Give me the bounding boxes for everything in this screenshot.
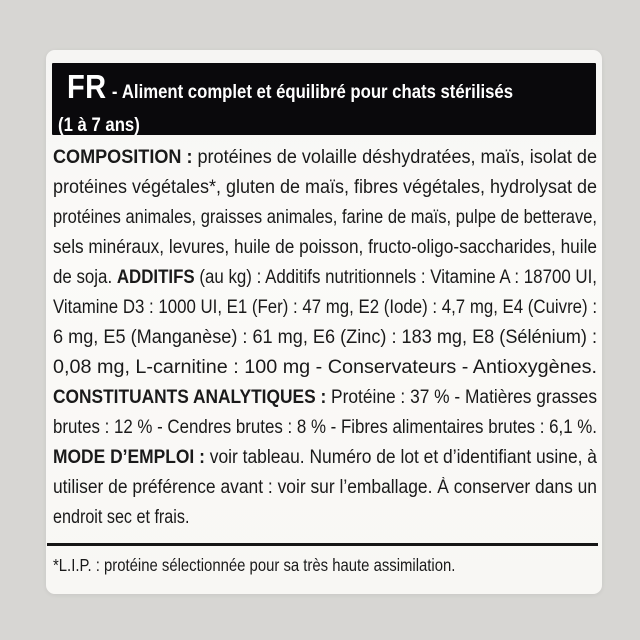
banner-line-1 [58,68,588,113]
text-line [53,203,597,233]
line-segment: protéines de volaille déshydratées, maïs, isolat de [197,147,597,168]
banner-line-2-text [58,113,140,135]
language-code: FR [67,68,107,105]
text-line [53,353,597,383]
text-line [53,383,597,413]
age-range: (1 à 7 ans) [58,115,140,135]
line-segment: utiliser de préférence avant : voir sur l’emballage. À conserver dans un [53,477,597,498]
language-banner [52,63,596,135]
text-line [53,413,597,443]
product-label [46,50,602,594]
text-line [53,173,597,203]
line-segment: Protéine : 37 % - Matières grasses [326,387,597,408]
text-line [53,551,455,580]
text-line [53,293,597,323]
text-line [53,233,597,263]
line-segment: 0,08 mg, L-carnitine : 100 mg - Conservateurs - Antioxygènes. [53,357,597,378]
section-heading: MODE D’EMPLOI : [53,447,205,468]
text-line [53,503,189,533]
line-segment: (au kg) : Additifs nutritionnels : Vitamine A : 18700 UI, [194,267,597,288]
line-segment: endroit sec et frais. [53,507,190,528]
line-segment: *L.I.P. : protéine sélectionnée pour sa très haute assimilation. [53,555,456,575]
lip-footnote [53,551,597,580]
ingredients-text [53,143,597,533]
section-divider [47,543,598,546]
line-segment: de soja. [53,267,117,288]
line-segment: 6 mg, E5 (Manganèse) : 61 mg, E6 (Zinc) : 183 mg, E8 (Sélénium) : [53,327,597,348]
language-separator: - [111,82,118,103]
banner-line-1-text [67,68,513,113]
text-line [53,263,597,293]
text-line [53,143,597,173]
text-line [53,473,597,503]
line-segment: sels minéraux, levures, huile de poisson, fructo-oligo-saccharides, huile [53,237,597,258]
line-segment: protéines animales, graisses animales, farine de maïs, pulpe de betterave, [53,207,597,228]
line-segment: Vitamine D3 : 1000 UI, E1 (Fer) : 47 mg, E2 (Iode) : 4,7 mg, E4 (Cuivre) : [53,297,597,318]
line-segment: voir tableau. Numéro de lot et d’identifiant usine, à [204,447,597,468]
banner-line-2 [58,113,588,135]
section-heading: CONSTITUANTS ANALYTIQUES : [53,387,327,408]
banner-title: Aliment complet et équilibré pour chats stérilisés [121,82,514,103]
section-heading: ADDITIFS [116,267,195,288]
text-line [53,323,597,353]
section-heading: COMPOSITION : [53,147,198,168]
line-segment: brutes : 12 % - Cendres brutes : 8 % - Fibres alimentaires brutes : 6,1 %. [53,417,597,438]
text-line [53,443,597,473]
line-segment: protéines végétales*, gluten de maïs, fibres végétales, hydrolysat de [53,177,597,198]
